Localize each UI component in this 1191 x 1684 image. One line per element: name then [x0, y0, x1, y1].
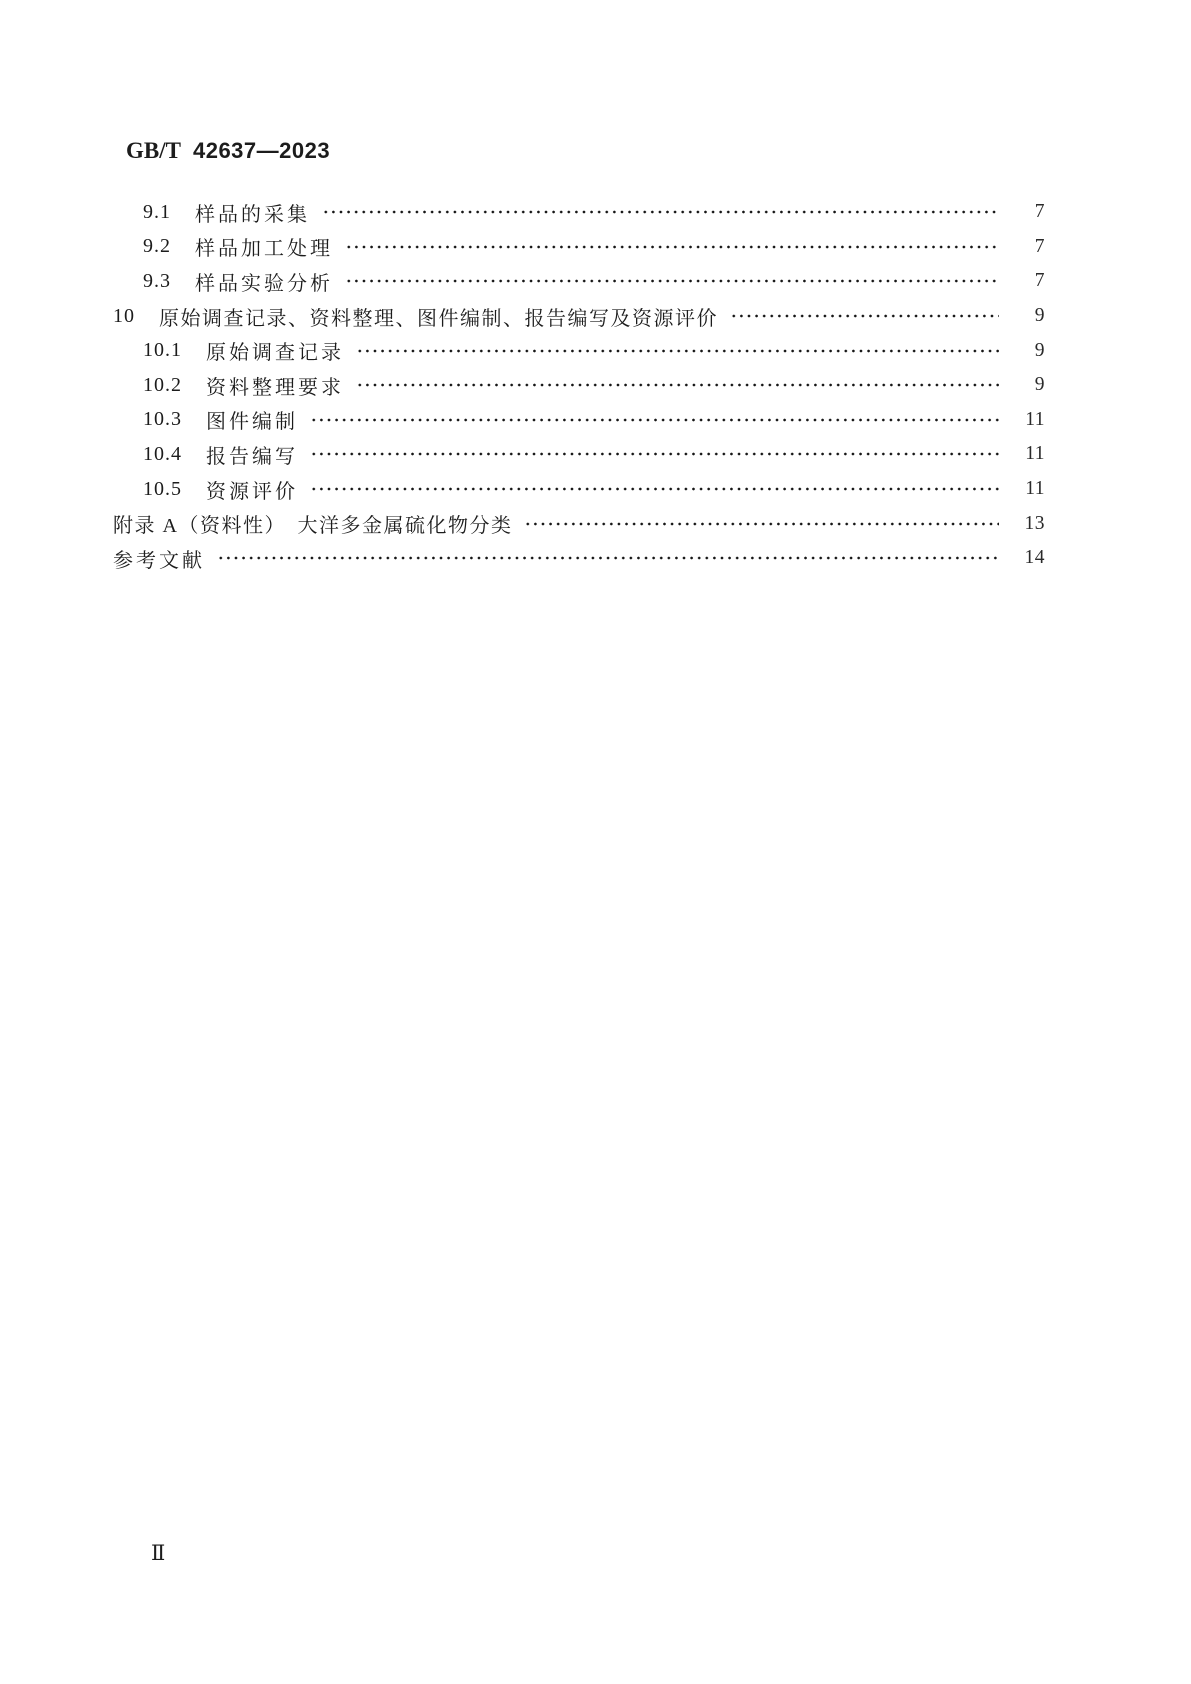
toc-entry[interactable] — [113, 230, 1045, 265]
dot-leader — [356, 368, 999, 403]
toc-entry-title: 资料整理要求 — [206, 376, 344, 399]
toc-entry-number: 9.2 — [143, 235, 171, 258]
toc-entry[interactable] — [113, 541, 1045, 576]
table-of-contents — [113, 195, 1045, 576]
toc-entry-number: 10.2 — [143, 373, 182, 396]
toc-entry-title: 资源评价 — [206, 480, 298, 503]
toc-entry-number: 10.3 — [143, 408, 182, 431]
toc-page-number: 9 — [1034, 305, 1045, 327]
toc-entry-number: 10.4 — [143, 442, 182, 465]
toc-page-number: 7 — [1034, 201, 1045, 223]
toc-entry-number: 10 — [113, 304, 135, 327]
toc-entry-number: 10.5 — [143, 477, 182, 500]
toc-page-number: 9 — [1034, 339, 1045, 361]
toc-page-number: 14 — [1024, 547, 1045, 569]
toc-entry[interactable] — [113, 437, 1045, 472]
toc-entry-number: 10.1 — [143, 339, 182, 362]
dot-leader — [345, 264, 999, 299]
toc-page-number: 13 — [1024, 512, 1045, 534]
toc-entry-title: 样品实验分析 — [195, 272, 333, 295]
dot-leader — [356, 333, 999, 368]
toc-entry-title: 报告编写 — [206, 445, 298, 468]
toc-entry[interactable] — [113, 472, 1045, 507]
toc-entry-title: 原始调查记录 — [206, 342, 344, 365]
toc-page-number: 9 — [1034, 374, 1045, 396]
toc-entry[interactable] — [113, 299, 1045, 334]
dot-leader — [310, 403, 999, 438]
toc-page-number: 11 — [1025, 478, 1045, 500]
toc-entry[interactable] — [113, 506, 1045, 541]
toc-page-number: 7 — [1034, 270, 1045, 292]
toc-page-number: 11 — [1025, 408, 1045, 430]
dot-leader — [310, 472, 999, 507]
standard-code — [126, 139, 330, 163]
toc-entry-title: 附录 A（资料性） 大洋多金属硫化物分类 — [113, 515, 513, 538]
dot-leader — [524, 506, 999, 541]
toc-entry-title: 原始调查记录、资料整理、图件编制、报告编写及资源评价 — [159, 307, 718, 330]
toc-page-number: 11 — [1025, 443, 1045, 465]
toc-entry-title: 样品的采集 — [195, 203, 310, 226]
dot-leader — [310, 437, 999, 472]
dot-leader — [217, 541, 999, 576]
toc-entry-title: 样品加工处理 — [195, 238, 333, 261]
dot-leader — [322, 195, 999, 230]
toc-page-number: 7 — [1034, 235, 1045, 257]
standard-code-prefix: GB/T — [126, 138, 181, 163]
toc-entry-title: 图件编制 — [206, 411, 298, 434]
toc-entry[interactable] — [113, 368, 1045, 403]
toc-entry[interactable] — [113, 403, 1045, 438]
standard-code-number: 42637—2023 — [192, 138, 331, 163]
toc-entry-number: 9.1 — [143, 200, 171, 223]
toc-entry[interactable] — [113, 264, 1045, 299]
folio-page-number: Ⅱ — [151, 1541, 166, 1565]
toc-entry[interactable] — [113, 333, 1045, 368]
dot-leader — [345, 230, 999, 265]
dot-leader — [730, 299, 999, 334]
toc-entry[interactable] — [113, 195, 1045, 230]
toc-entry-number: 9.3 — [143, 269, 171, 292]
toc-entry-title: 参考文献 — [113, 549, 205, 572]
